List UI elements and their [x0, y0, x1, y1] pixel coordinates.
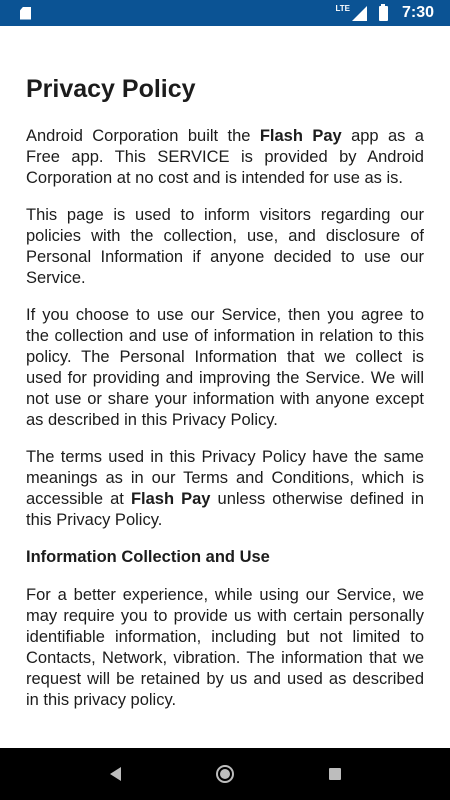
terms-text-start: The terms used in this Privacy Policy have the same meanings as in our Terms and Conditions, which is accessible at — [26, 448, 424, 508]
status-indicators — [335, 4, 434, 22]
purpose-paragraph: This page is used to inform visitors regarding our policies with the collection, use, and disclosure of Personal Information if anyone decided to use our Service. — [26, 206, 424, 287]
sd-card-icon — [20, 7, 31, 20]
terms-paragraph — [26, 447, 424, 531]
back-icon — [110, 767, 121, 781]
battery-icon — [379, 6, 388, 21]
signal-icon — [352, 6, 367, 21]
home-button[interactable] — [205, 754, 245, 794]
page-title: Privacy Policy — [26, 75, 196, 103]
intro-text-start: Android Corporation built the — [26, 127, 260, 145]
terms-app-name: Flash Pay — [130, 490, 211, 508]
recents-button[interactable] — [315, 754, 355, 794]
status-bar — [0, 0, 450, 26]
network-type-label: LTE — [335, 3, 350, 13]
app-name: Flash Pay — [259, 127, 342, 145]
status-time: 7:30 — [401, 4, 434, 21]
privacy-policy-content[interactable] — [0, 26, 450, 748]
recents-icon — [329, 768, 341, 780]
navigation-bar — [0, 748, 450, 800]
home-icon — [216, 765, 234, 783]
section-heading-information-collection: Information Collection and Use — [26, 548, 270, 566]
consent-paragraph: If you choose to use our Service, then you agree to the collection and use of information in relation to this policy. The Personal Information that we collect is used for providing and improving the Service. We will not use or share your information with anyone except as described in this Privacy Policy. — [26, 306, 424, 429]
terms-text-end: unless otherwise defined in this Privacy Policy. — [26, 490, 425, 529]
collection-paragraph: For a better experience, while using our Service, we may require you to provide us with certain personally identifiable information, including but not limited to Contacts, Network, vibration. The information that we request will be retained by us and used as described in this privacy policy. — [26, 586, 424, 709]
intro-text-end: app as a Free app. This SERVICE is provided by Android Corporation at no cost and is intended for use as is. — [26, 127, 424, 187]
intro-paragraph — [26, 126, 424, 189]
back-button[interactable] — [95, 754, 135, 794]
